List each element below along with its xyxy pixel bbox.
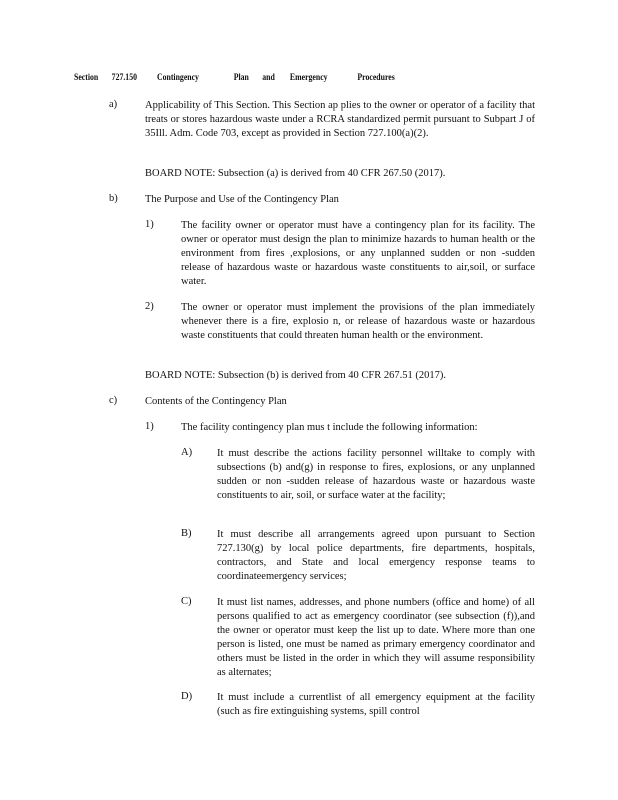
board-note-b: BOARD NOTE: Subsection (b) is derived from 40 CFR 267.51 (2017). [145,370,446,381]
item-cA-text: It must describe the actions facility personnel willtake to comply with subsections (b) and(g) in response to fires, explosions, or any unplanned sudden or non -sudden release of hazardous waste or hazardous waste constituents to air, soil, or surface water at the facility; [217,448,535,501]
section-heading [74,73,406,83]
subsection-a-text: Applicability of This Section. This Section ap plies to the owner or operator of a facility that treats or stores hazardous waste under a RCRA standardized permit pursuant to Subpart J of 35Ill. Adm. Code 703, except as provided in Section 727.100(a)(2). [145,100,535,139]
title-word-3: and [262,73,275,83]
item-b2-text: The owner or operator must implement the provisions of the plan immediately whenever there is a fire, explosio n, or release of hazardous waste or hazardous waste constituents that could threaten human health or the environment. [181,302,535,341]
item-c1-text: The facility contingency plan mus t include the following information: [181,422,478,433]
item-cB-label: B) [181,528,192,539]
item-cC-label: C) [181,596,192,607]
item-b1-text: The facility owner or operator must have a contingency plan for its facility. The owner or operator must design the plan to minimize hazards to human health or the environment from fires ,explosions, or any unplanned sudden or non -sudden release of hazardous waste or hazardous waste constituents to air,soil, or surface water. [181,220,535,287]
item-cD-text: It must include a currentlist of all emergency equipment at the facility (such as fire extinguishing systems, spill control [217,692,535,717]
title-word-2: Plan [233,73,249,83]
item-cB-text: It must describe all arrangements agreed upon pursuant to Section 727.130(g) by local police departments, fire departments, hospitals, contractors, and State and local emergency response teams to coordinateemergency services; [217,529,535,582]
item-cD-label: D) [181,691,193,702]
item-cC-text: It must list names, addresses, and phone numbers (office and home) of all persons qualified to act as emergency coordinator (see subsection (f)),and the owner or operator must keep the list up to date. Where more than one person is listed, one must be named as primary emergency coordinator and others must be listed in the order in which they will assume responsibility as alternates; [217,597,535,678]
subsection-c-label: c) [109,395,118,406]
board-note-a: BOARD NOTE: Subsection (a) is derived from 40 CFR 267.50 (2017). [145,168,446,179]
title-word-4: Emergency [289,73,328,83]
subsection-b-label: b) [109,193,118,204]
subsection-b-title: The Purpose and Use of the Contingency Plan [145,194,339,205]
item-cA-label: A) [181,447,193,458]
section-number: 727.150 [111,73,137,83]
title-word-1: Contingency [156,73,199,83]
subsection-c-title: Contents of the Contingency Plan [145,396,287,407]
item-b2-label: 2) [145,301,154,312]
title-word-5: Procedures [357,73,395,83]
subsection-a-label: a) [109,99,118,110]
item-b1-label: 1) [145,219,154,230]
item-c1-label: 1) [145,421,154,432]
section-word: Section [74,73,99,83]
